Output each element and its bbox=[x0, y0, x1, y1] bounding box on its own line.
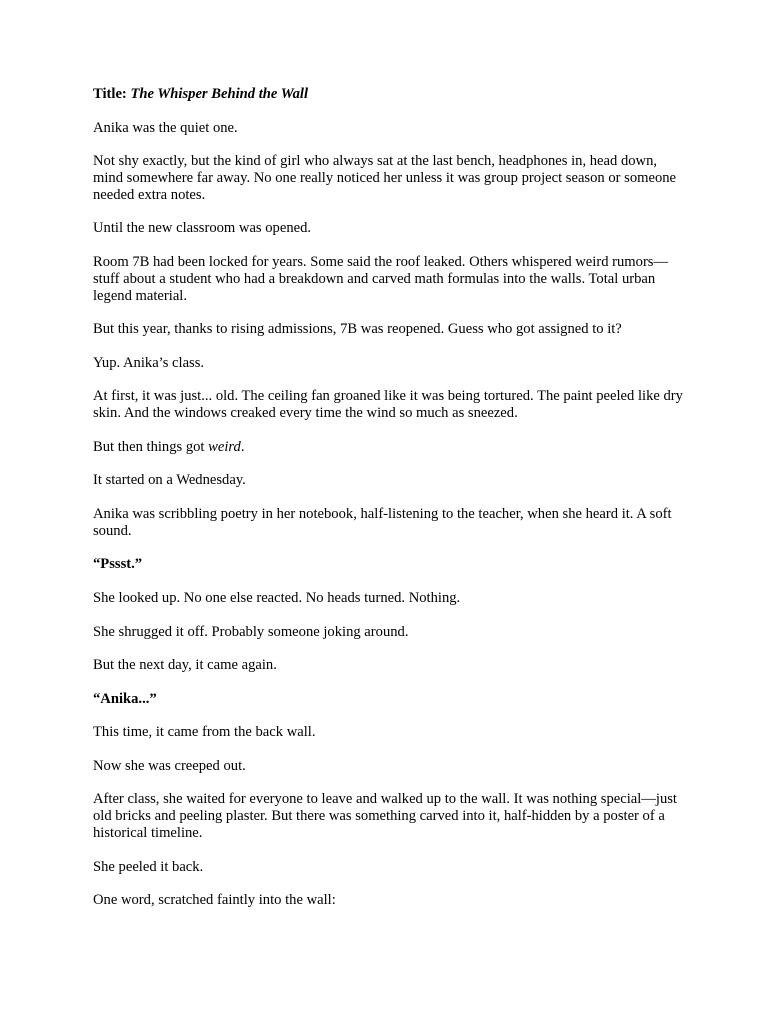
paragraph: She shrugged it off. Probably someone joking around. bbox=[93, 623, 409, 640]
paragraph: She peeled it back. bbox=[93, 858, 204, 875]
paragraph-text: But then things got bbox=[93, 438, 209, 455]
story-title: The Whisper Behind the Wall bbox=[130, 86, 309, 102]
paragraph: Anika was scribbling poetry in her notebook, half-listening to the teacher, when she heard it. A soft sound. bbox=[93, 505, 672, 539]
paragraph: Anika was the quiet one. bbox=[93, 119, 238, 136]
paragraph: One word, scratched faintly into the wall: bbox=[93, 892, 336, 909]
paragraph bbox=[93, 439, 683, 456]
paragraph: Now she was creeped out. bbox=[93, 757, 246, 774]
dialogue-line: “Anika...” bbox=[93, 690, 157, 707]
paragraph: Yup. Anika’s class. bbox=[93, 354, 205, 371]
paragraph: But this year, thanks to rising admissions, 7B was reopened. Guess who got assigned to it? bbox=[93, 321, 622, 338]
title-line bbox=[93, 86, 683, 103]
paragraph: Not shy exactly, but the kind of girl who always sat at the last bench, headphones in, head down, mind somewhere far away. No one really noticed her unless it was group project season or someone needed extra notes. bbox=[93, 153, 677, 203]
paragraph: But the next day, it came again. bbox=[93, 657, 277, 674]
paragraph: At first, it was just... old. The ceiling fan groaned like it was being tortured. The paint peeled like dry skin. And the windows creaked every time the wind so much as sneezed. bbox=[93, 388, 683, 422]
paragraph: Room 7B had been locked for years. Some said the roof leaked. Others whispered weird rumors—stuff about a student who had a breakdown and carved math formulas into the walls. Total urban legend material. bbox=[93, 253, 669, 304]
paragraph: After class, she waited for everyone to leave and walked up to the wall. It was nothing special—just old bricks and peeling plaster. But there was something carved into it, half-hidden by a poster of a historical timeline. bbox=[93, 791, 677, 842]
paragraph: She looked up. No one else reacted. No heads turned. Nothing. bbox=[93, 589, 461, 606]
emphasis-text: weird bbox=[208, 438, 241, 455]
paragraph: This time, it came from the back wall. bbox=[93, 724, 316, 741]
paragraph-text: . bbox=[240, 438, 245, 455]
document-body bbox=[93, 86, 683, 926]
title-label: Title: bbox=[93, 86, 127, 102]
dialogue-line: “Pssst.” bbox=[93, 556, 143, 573]
paragraph: Until the new classroom was opened. bbox=[93, 220, 312, 237]
paragraph: It started on a Wednesday. bbox=[93, 472, 246, 489]
